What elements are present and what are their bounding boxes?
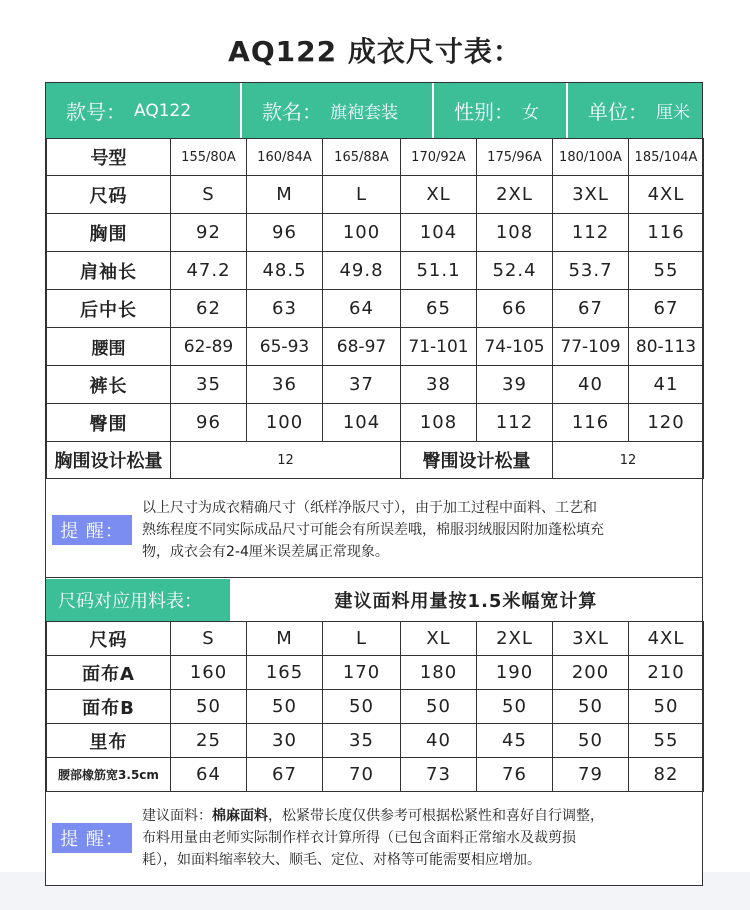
table-cell: 170/92A (401, 139, 477, 176)
reminder-badge: 提 醒： (52, 823, 132, 853)
table-cell: 2XL (477, 622, 553, 656)
table-cell: 52.4 (477, 252, 553, 290)
table-cell: 40 (401, 724, 477, 758)
page-title: AQ122 成衣尺寸表： (228, 35, 522, 68)
reminder-prefix: 建议面料： (142, 808, 212, 824)
table-cell: 180/100A (553, 139, 629, 176)
table-cell: 108 (477, 214, 553, 252)
style-name-label: 款名： (262, 100, 322, 124)
table-cell: 108 (401, 404, 477, 442)
table-cell: S (171, 622, 247, 656)
table-cell: 77-109 (553, 328, 629, 366)
chest-ease-value: 12 (171, 442, 401, 479)
table-row (47, 724, 704, 758)
table-cell: 50 (629, 690, 704, 724)
table-cell: 64 (323, 290, 401, 328)
table-cell: 62 (171, 290, 247, 328)
table-cell: 47.2 (171, 252, 247, 290)
table-cell: 63 (247, 290, 323, 328)
table-cell: 50 (247, 690, 323, 724)
table-cell: 66 (477, 290, 553, 328)
table-cell: 92 (171, 214, 247, 252)
table-cell: 70 (323, 758, 401, 792)
table-cell: 120 (629, 404, 704, 442)
table-cell: 73 (401, 758, 477, 792)
table-cell: 37 (323, 366, 401, 404)
fabric-section-note: 建议面料用量按1.5米幅宽计算 (334, 591, 598, 612)
table-cell: M (247, 176, 323, 214)
chest-ease-label: 胸围设计松量 (47, 442, 171, 479)
style-number-value: AQ122 (134, 100, 192, 121)
unit-value: 厘米 (656, 103, 690, 123)
table-cell: 50 (553, 724, 629, 758)
reminder-line: 物，成衣会有2-4厘米误差属正常现象。 (142, 544, 389, 560)
table-row (47, 252, 704, 290)
reminder-line: 耗），如面料缩率较大、顺毛、定位、对格等可能需要相应增加。 (142, 852, 541, 868)
table-row (47, 176, 704, 214)
size-chart-frame (45, 82, 703, 886)
table-cell: L (323, 622, 401, 656)
table-cell: 40 (553, 366, 629, 404)
table-cell: 62-89 (171, 328, 247, 366)
gender-value: 女 (522, 103, 539, 123)
reminder-line: 以上尺寸为成衣精确尺寸（纸样净版尺寸），由于加工过程中面料、工艺和 (142, 500, 597, 516)
reminder-text (142, 497, 698, 563)
table-cell: 112 (553, 214, 629, 252)
table-row (47, 139, 704, 176)
table-cell: 39 (477, 366, 553, 404)
row-label: 号型 (47, 139, 171, 176)
table-cell: 160/84A (247, 139, 323, 176)
table-cell: 200 (553, 656, 629, 690)
unit-label: 单位： (588, 100, 648, 124)
table-cell: 35 (171, 366, 247, 404)
style-number-label: 款号： (66, 100, 126, 124)
table-cell: 25 (171, 724, 247, 758)
table-cell: XL (401, 622, 477, 656)
gender-cell (434, 83, 568, 138)
unit-cell (568, 83, 702, 138)
row-label: 里布 (47, 724, 171, 758)
reminder-bold: 棉麻面料 (212, 808, 268, 824)
table-cell: 76 (477, 758, 553, 792)
fabric-section-tab: 尺码对应用料表： (46, 579, 230, 621)
size-table (46, 138, 704, 479)
table-cell: S (171, 176, 247, 214)
reminder-line (142, 805, 698, 827)
table-cell: 80-113 (629, 328, 704, 366)
info-header (46, 83, 702, 138)
reminder-badge: 提 醒： (52, 515, 132, 545)
table-cell: 160 (171, 656, 247, 690)
table-cell: 50 (323, 690, 401, 724)
table-cell: 65-93 (247, 328, 323, 366)
table-cell: 35 (323, 724, 401, 758)
ease-row (47, 442, 704, 479)
row-label: 裤长 (47, 366, 171, 404)
table-cell: 3XL (553, 176, 629, 214)
table-cell: 71-101 (401, 328, 477, 366)
table-cell: XL (401, 176, 477, 214)
table-cell: 41 (629, 366, 704, 404)
row-label: 胸围 (47, 214, 171, 252)
table-cell: 67 (629, 290, 704, 328)
table-cell: 210 (629, 656, 704, 690)
table-cell: 170 (323, 656, 401, 690)
table-cell: 82 (629, 758, 704, 792)
table-cell: 96 (247, 214, 323, 252)
table-row (47, 758, 704, 792)
table-cell: 50 (401, 690, 477, 724)
table-cell: 3XL (553, 622, 629, 656)
table-cell: 74-105 (477, 328, 553, 366)
table-cell: 116 (553, 404, 629, 442)
table-cell: 55 (629, 724, 704, 758)
style-name-cell (242, 83, 434, 138)
table-cell: 48.5 (247, 252, 323, 290)
table-row (47, 690, 704, 724)
fabric-section-header (46, 579, 702, 621)
table-cell: 30 (247, 724, 323, 758)
table-row (47, 328, 704, 366)
table-cell: 155/80A (171, 139, 247, 176)
table-cell: 100 (247, 404, 323, 442)
table-cell: 104 (323, 404, 401, 442)
table-row (47, 656, 704, 690)
row-label: 臀围 (47, 404, 171, 442)
style-name-value: 旗袍套装 (330, 103, 398, 123)
table-cell: 51.1 (401, 252, 477, 290)
table-cell: M (247, 622, 323, 656)
table-row (47, 622, 704, 656)
table-cell: 64 (171, 758, 247, 792)
table-cell: 180 (401, 656, 477, 690)
gender-label: 性别： (454, 100, 514, 124)
fabric-table (46, 621, 704, 792)
reminder-text (142, 805, 698, 871)
reminder-line: 熟练程度不同实际成品尺寸可能会有所误差哦，棉服羽绒服因附加蓬松填充 (142, 522, 604, 538)
table-cell: 67 (247, 758, 323, 792)
table-cell: 38 (401, 366, 477, 404)
table-cell: 104 (401, 214, 477, 252)
table-row (47, 290, 704, 328)
row-label: 尺码 (47, 622, 171, 656)
table-cell: 53.7 (553, 252, 629, 290)
row-label: 面布B (47, 690, 171, 724)
reminder-line: 布料用量由老师实际制作样衣计算所得（已包含面料正常缩水及裁剪损 (142, 830, 576, 846)
table-row (47, 214, 704, 252)
reminder-suffix: ，松紧带长度仅供参考可根据松紧性和喜好自行调整， (268, 808, 604, 824)
table-cell: 2XL (477, 176, 553, 214)
table-row (47, 366, 704, 404)
table-row (47, 404, 704, 442)
table-cell: 50 (171, 690, 247, 724)
table-cell: 4XL (629, 622, 704, 656)
row-label: 面布A (47, 656, 171, 690)
style-number-cell (46, 83, 242, 138)
table-cell: 50 (553, 690, 629, 724)
hip-ease-label: 臀围设计松量 (401, 442, 553, 479)
table-cell: 45 (477, 724, 553, 758)
table-cell: 55 (629, 252, 704, 290)
table-cell: 175/96A (477, 139, 553, 176)
table-cell: 112 (477, 404, 553, 442)
table-cell: L (323, 176, 401, 214)
table-cell: 185/104A (629, 139, 704, 176)
row-label: 后中长 (47, 290, 171, 328)
row-label: 尺码 (47, 176, 171, 214)
row-label: 腰围 (47, 328, 171, 366)
table-cell: 49.8 (323, 252, 401, 290)
row-label: 肩袖长 (47, 252, 171, 290)
table-cell: 65 (401, 290, 477, 328)
table-cell: 116 (629, 214, 704, 252)
table-cell: 165/88A (323, 139, 401, 176)
table-cell: 79 (553, 758, 629, 792)
row-label: 腰部橡筋宽3.5cm (47, 758, 171, 792)
table-cell: 68-97 (323, 328, 401, 366)
table-cell: 36 (247, 366, 323, 404)
table-cell: 165 (247, 656, 323, 690)
hip-ease-value: 12 (553, 442, 704, 479)
table-cell: 50 (477, 690, 553, 724)
table-cell: 67 (553, 290, 629, 328)
table-cell: 96 (171, 404, 247, 442)
table-cell: 4XL (629, 176, 704, 214)
table-cell: 190 (477, 656, 553, 690)
divider (46, 577, 702, 578)
table-cell: 100 (323, 214, 401, 252)
